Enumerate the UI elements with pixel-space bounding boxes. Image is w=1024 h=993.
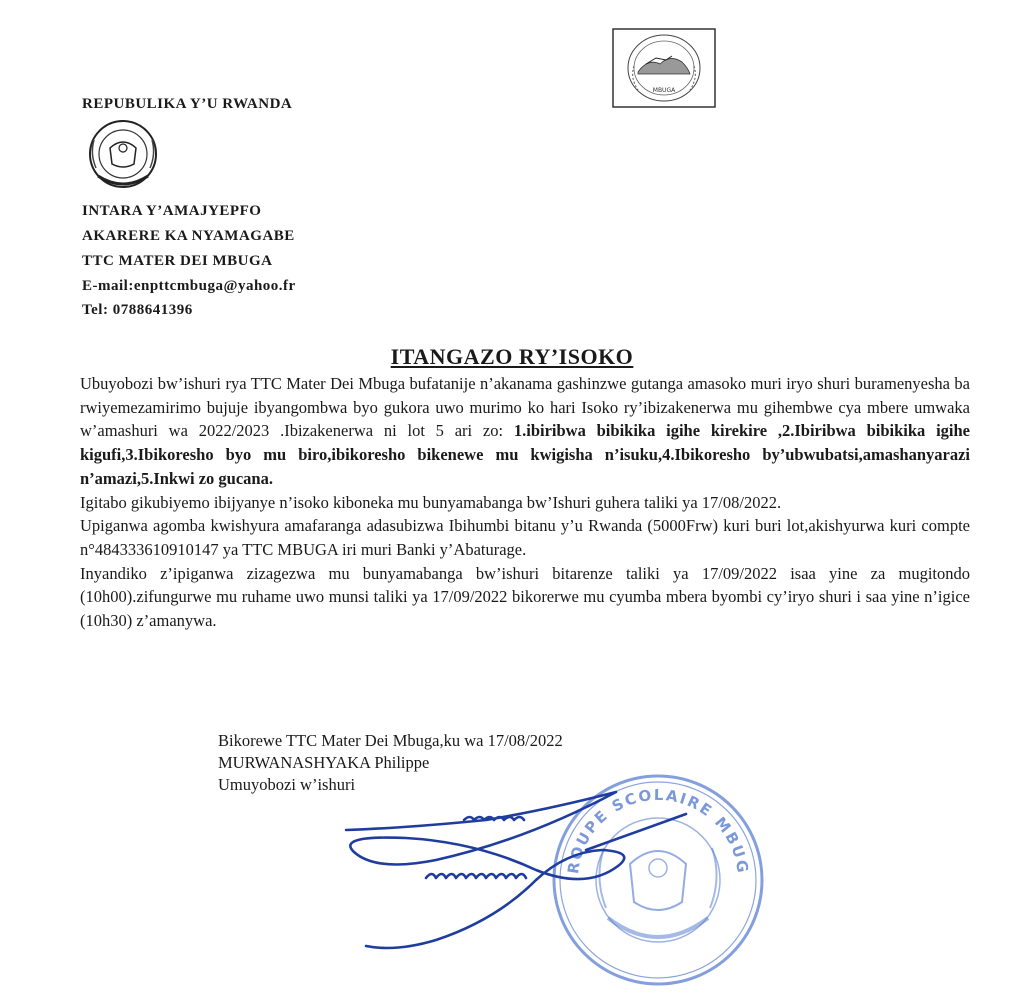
notice-title: ITANGAZO RY’ISOKO [390, 344, 634, 369]
handwritten-signature [286, 780, 706, 980]
paragraph-fee: Upiganwa agomba kwishyura amafaranga adasubizwa Ibihumbi bitanu y’u Rwanda (5000Frw) kuri buri lot,akishyurwa kuri compte n°484333610910147 ya TTC MBUGA iri muri Banki y’Abaturage. [80, 516, 970, 559]
country-name: REPUBULIKA Y’U RWANDA [82, 96, 293, 112]
district-name: AKARERE KA NYAMAGABE [82, 228, 295, 244]
school-logo-bottom-text: MBUGA [652, 87, 676, 94]
tel-line: Tel: 0788641396 [82, 302, 193, 318]
notice-body [80, 372, 970, 633]
signatory-role: Umuyobozi w’ishuri [218, 775, 356, 794]
intro-text: Ubuyobozi bw’ishuri rya TTC Mater Dei Mbuga bufatanije n’akanama gashinzwe gutanga amasoko muri iryo shuri buramenyesha ba rwiyemezamirimo bujuje ibyangombwa byo gukora uwo murimo ko hari Isoko ry’ibizakenerwa mu gihembwe cya mbere umwaka w’amashuri wa 2022/2023 .Ibizakenerwa ni lot 5 ari zo: [80, 374, 970, 441]
signature-place-date: Bikorewe TTC Mater Dei Mbuga,ku wa 17/08/2022 [218, 731, 563, 750]
paragraph-tender-book: Igitabo gikubiyemo ibijyanye n’isoko kiboneka mu bunyamabanga bw’Ishuri guhera taliki ya 17/08/2022. [80, 492, 782, 512]
paragraph-submission: Inyandiko z’ipiganwa zizagezwa mu bunyamabanga bw’ishuri bitarenze taliki ya 17/09/2022 isaa yine za mugitondo (10h00).zifungurwe mu ruhame uwo munsi taliki ya 17/09/2022 bikorerwe mu cyumba mbera byombi cy’iryo shuri i saa yine n’igice (10h30) z’amanywa. [80, 563, 970, 631]
school-name: TTC MATER DEI MBUGA [82, 253, 273, 269]
rwanda-emblem [78, 118, 168, 194]
lots-list: 1.ibiribwa bibikika igihe kirekire ,2.Ibiribwa bibikika igihe kigufi,3.Ibikoresho byo mu biro,ibikoresho bikenewe mu kwigisha n’isuku,4.Ibikoresho by’ubwubatsi,amashanyarazi n’amazi,5.Inkwi zo gucana. [80, 421, 970, 488]
signatory-name: MURWANASHYAKA Philippe [218, 753, 430, 772]
paragraph-intro [80, 372, 970, 491]
school-logo [612, 28, 716, 108]
email-line: E-mail:enpttcmbuga@yahoo.fr [82, 278, 296, 294]
stamp-text: ROUPE SCOLAIRE MBUG [564, 785, 753, 876]
province-name: INTARA Y’AMAJYEPFO [82, 203, 262, 219]
